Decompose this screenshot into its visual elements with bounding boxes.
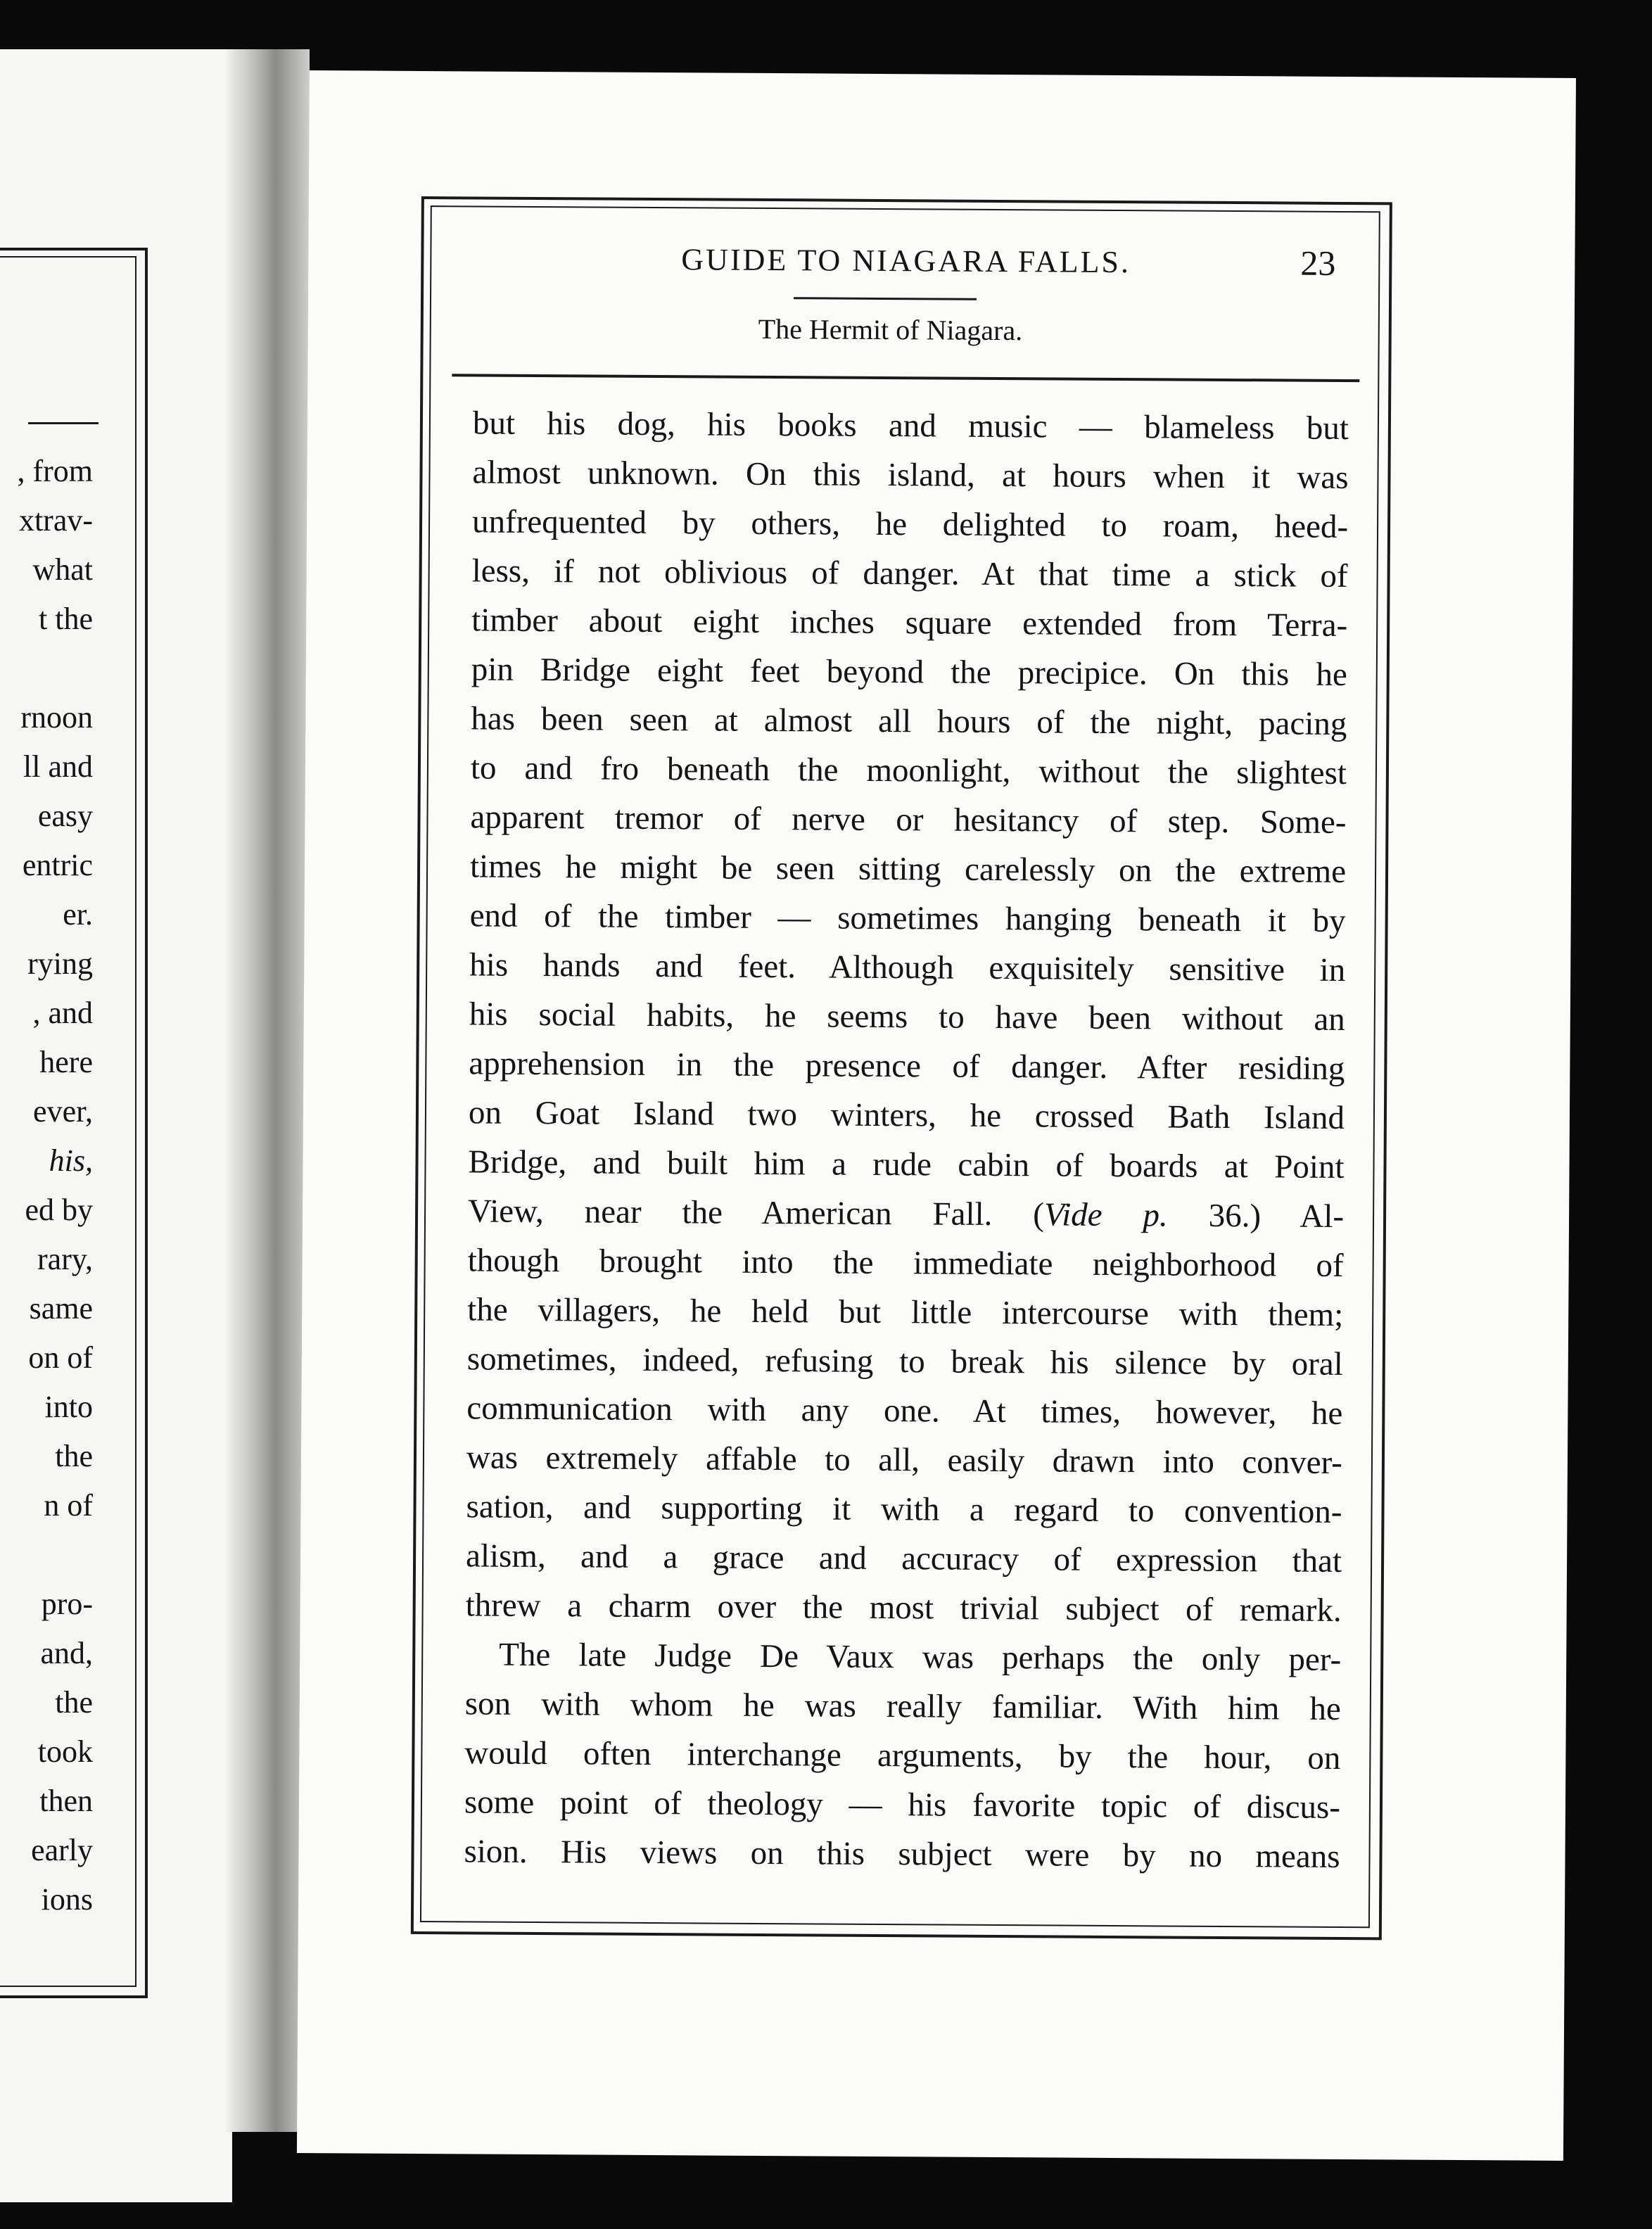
previous-page-text-fragment: pro- xyxy=(41,1587,93,1621)
previous-page-text-fragment: then xyxy=(39,1784,93,1818)
previous-page-text-fragment: into xyxy=(44,1390,93,1424)
previous-page-text-fragment: and, xyxy=(40,1636,93,1670)
text-run: 36.) Al- xyxy=(1167,1197,1345,1236)
previous-page-text-fragment: rnoon xyxy=(20,700,93,735)
body-text xyxy=(464,398,1349,1881)
text-line: some point of theology — his favorite topic of discus- xyxy=(464,1784,1341,1826)
previous-page-text-fragment: here xyxy=(39,1045,93,1079)
text-line-vide xyxy=(468,1186,1344,1241)
text-line: his social habits, he seems to have been without an xyxy=(469,996,1345,1039)
text-line: his hands and feet. Although exquisitely sensitive in xyxy=(469,946,1346,989)
text-line: threw a charm over the most trivial subject of remark. xyxy=(465,1587,1342,1629)
previous-page-text-fragment: ever, xyxy=(33,1094,93,1129)
text-line: apparent tremor of nerve or hesitancy of step. Some- xyxy=(470,799,1347,842)
text-line: though brought into the immediate neighborhood of xyxy=(467,1242,1344,1285)
previous-page xyxy=(0,49,232,2202)
text-line: times he might be seen sitting carelessly on the extreme xyxy=(469,848,1347,891)
text-line: to and fro beneath the moonlight, without the slightest xyxy=(470,749,1347,792)
previous-page-text-fragment: his, xyxy=(49,1143,93,1178)
text-line: sometimes, indeed, refusing to break his silence by oral xyxy=(466,1340,1343,1383)
previous-page-text-fragment: what xyxy=(32,552,93,587)
running-head: GUIDE TO NIAGARA FALLS. xyxy=(681,242,1131,280)
previous-page-text-fragment: ed by xyxy=(25,1193,93,1227)
vide-reference: Vide p. xyxy=(1043,1196,1168,1234)
text-line: almost unknown. On this island, at hours when it was xyxy=(472,454,1349,497)
text-line: has been seen at almost all hours of the night, pacing xyxy=(471,700,1347,743)
previous-page-text-fragment: entric xyxy=(22,848,93,882)
page-23 xyxy=(297,70,1576,2161)
previous-page-text-fragment: same xyxy=(29,1291,93,1326)
text-line: timber about eight inches square extended from Terra- xyxy=(471,602,1348,644)
text-line: pin Bridge eight feet beyond the precipice. On this he xyxy=(471,651,1347,694)
text-line: the villagers, he held but little intercourse with them; xyxy=(467,1291,1344,1334)
previous-page-text-fragment: ll and xyxy=(23,749,93,784)
text-line: sion. His views on this subject were by no means xyxy=(464,1833,1340,1875)
previous-page-text-fragment: rying xyxy=(27,946,93,981)
text-line: less, if not oblivious of danger. At that time a stick of xyxy=(471,552,1348,595)
previous-page-text-fragment: ions xyxy=(41,1882,93,1917)
text-line: son with whom he was really familiar. With him he xyxy=(464,1685,1341,1727)
text-line: The late Judge De Vaux was perhaps the only per- xyxy=(499,1636,1342,1678)
text-line: on Goat Island two winters, he crossed Bath Island xyxy=(468,1094,1345,1137)
text-line: but his dog, his books and music — blameless but xyxy=(472,405,1349,447)
text-line: alism, and a grace and accuracy of expression that xyxy=(465,1537,1342,1580)
text-line: unfrequented by others, he delighted to roam, heed- xyxy=(471,503,1349,546)
previous-page-text-fragment: xtrav- xyxy=(18,503,93,538)
previous-page-text-fragment: , and xyxy=(32,996,93,1030)
text-line: Bridge, and built him a rude cabin of boards at Point xyxy=(468,1143,1345,1186)
text-line: would often interchange arguments, by the hour, on xyxy=(464,1734,1341,1777)
previous-page-text-fragment: , from xyxy=(17,454,93,488)
previous-page-text-fragment: on of xyxy=(28,1340,93,1375)
text-line: communication with any one. At times, however, he xyxy=(466,1390,1343,1433)
previous-page-text-fragment: rary, xyxy=(37,1242,93,1276)
previous-page-text-fragment: the xyxy=(55,1439,93,1473)
text-run: View, near the American Fall. ( xyxy=(467,1193,1045,1233)
page-number: 23 xyxy=(1300,243,1336,283)
previous-page-text-fragment: took xyxy=(37,1734,93,1769)
previous-page-text-fragment: er. xyxy=(63,897,93,932)
section-subhead: The Hermit of Niagara. xyxy=(758,312,1023,347)
text-line: end of the timber — sometimes hanging beneath it by xyxy=(469,897,1346,940)
previous-page-rule xyxy=(28,422,99,424)
previous-page-text-fragment: early xyxy=(31,1833,93,1867)
previous-page-text-fragment: n of xyxy=(44,1488,93,1523)
text-line: apprehension in the presence of danger. After residing xyxy=(469,1045,1345,1088)
previous-page-text-fragment: the xyxy=(55,1685,93,1720)
book-gutter xyxy=(225,49,310,2132)
previous-page-text-fragment: t the xyxy=(39,602,93,636)
text-line: was extremely affable to all, easily drawn into conver- xyxy=(466,1439,1343,1482)
text-line: sation, and supporting it with a regard to convention- xyxy=(466,1488,1342,1531)
previous-page-text-fragment: easy xyxy=(37,799,93,833)
